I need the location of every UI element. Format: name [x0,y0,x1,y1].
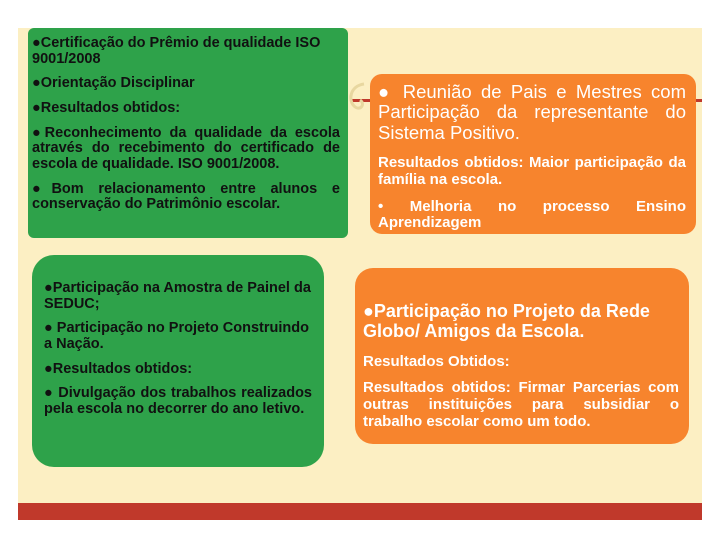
item-reconhecimento: ●Reconhecimento da qualidade da escola através do recebimento do certificado de escola de qualidade. ISO 9001/2008. [32,124,340,172]
footer-bar [18,503,702,520]
item-certificacao: ●Certificação do Prêmio de qualidade ISO 9001/2008 [32,35,321,67]
box-reuniao-pais [370,74,696,234]
item-resultados-titulo: Resultados Obtidos: [363,352,510,370]
item-projeto-nacao: ● Participação no Projeto Construindo a Nação. [44,320,309,352]
box-participacao-seduc [32,255,324,467]
item-resultados-parcerias: Resultados obtidos: Firmar Parcerias com outras instituições para subsidiar o trabalho escolar como um todo. [363,379,679,430]
item-divulgacao: ● Divulgação dos trabalhos realizados pela escola no decorrer do ano letivo. [44,385,312,417]
item-projeto-rede: ●Participação no Projeto da Rede Globo/ Amigos da Escola. [363,301,650,341]
item-amostra: ●Participação na Amostra de Painel da SEDUC; [44,280,311,312]
item-bom-relacionamento: ●Bom relacionamento entre alunos e conservação do Patrimônio escolar. [32,180,340,213]
box-projeto-rede-globo [355,268,689,444]
item-orientacao: ●Orientação Disciplinar [32,75,195,92]
item-melhoria: • Melhoria no processo Ensino Aprendizagem [378,197,686,232]
item-resultados: ●Resultados obtidos: [32,99,181,116]
item-resultados-familia: Resultados obtidos: Maior participação da família na escola. [378,154,686,188]
box-certificacao [28,28,348,238]
item-resultados-obtidos: ●Resultados obtidos: [44,360,193,377]
item-reuniao: ● Reunião de Pais e Mestres com Participação da representante do Sistema Positivo. [378,81,686,143]
